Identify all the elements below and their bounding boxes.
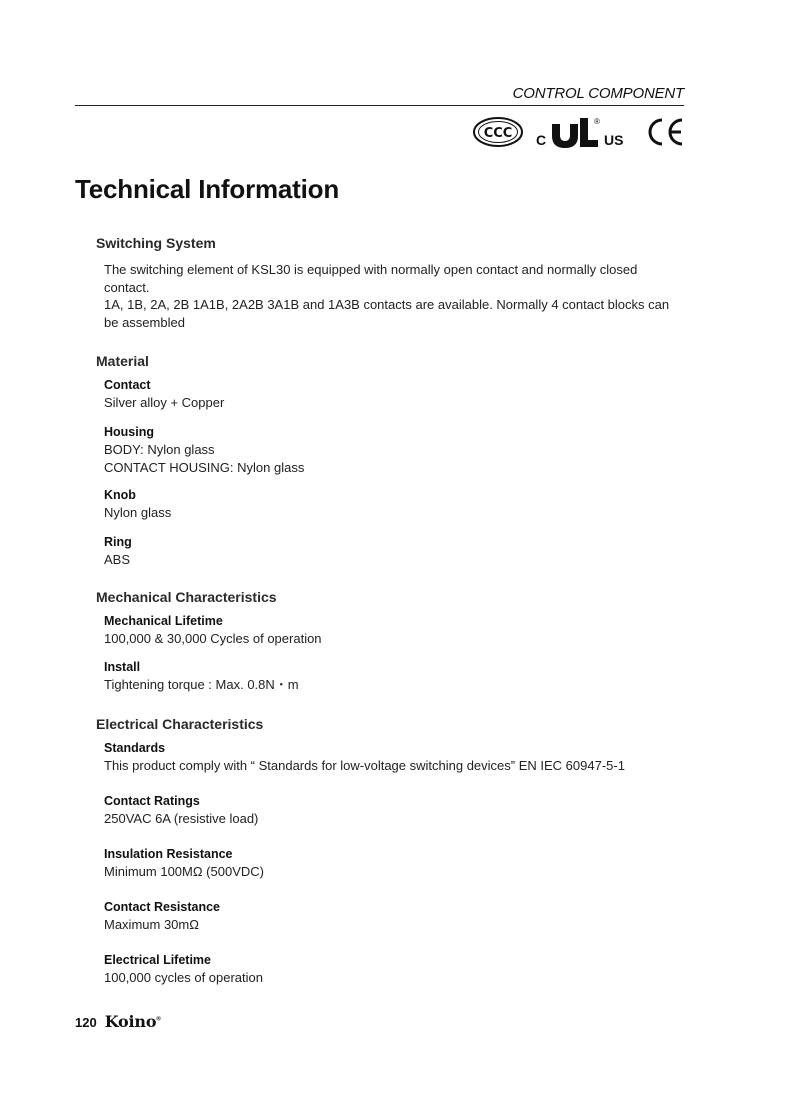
material-knob [104, 487, 686, 522]
sub-title: Standards [104, 741, 166, 755]
sub-title: Insulation Resistance [104, 847, 233, 861]
sub-title: Contact [104, 378, 151, 392]
electrical-contact-ratings [104, 793, 686, 828]
sub-title: Contact Resistance [104, 900, 221, 914]
switching-paragraph [104, 261, 686, 331]
certification-marks [468, 112, 686, 152]
sub-line: This product comply with “ Standards for low-voltage switching devices” EN IEC 60947-5-1 [104, 758, 625, 773]
ccc-mark-icon [472, 116, 524, 148]
content [96, 233, 686, 987]
svg-text:CCC: CCC [483, 126, 513, 141]
section-material [96, 351, 686, 569]
material-ring [104, 534, 686, 569]
section-electrical [96, 714, 686, 987]
sub-line: Minimum 100MΩ (500VDC) [104, 864, 264, 879]
switching-paragraph-2: 1A, 1B, 2A, 2B 1A1B, 2A2B 3A1B and 1A3B contacts are available. Normally 4 contact blocks can be assembled [104, 297, 670, 330]
section-title: Electrical Characteristics [96, 716, 264, 732]
sub-title: Contact Ratings [104, 794, 200, 808]
sub-line: BODY: Nylon glass [104, 442, 215, 457]
sub-title: Ring [104, 535, 132, 549]
footer [75, 1012, 161, 1032]
section-switching-system [96, 233, 686, 331]
electrical-contact-resistance [104, 899, 686, 934]
section-title: Material [96, 353, 149, 369]
sub-line: 250VAC 6A (resistive load) [104, 811, 259, 826]
section-title: Mechanical Characteristics [96, 589, 277, 605]
svg-text:US: US [604, 132, 624, 148]
ul-mark-icon [534, 112, 638, 152]
sub-title: Mechanical Lifetime [104, 614, 223, 628]
sub-title: Housing [104, 425, 154, 439]
brand-logo [105, 1012, 161, 1031]
section-mechanical [96, 587, 686, 694]
sub-line: CONTACT HOUSING: Nylon glass [104, 460, 305, 475]
section-title: Switching System [96, 235, 216, 251]
svg-text:C: C [536, 132, 547, 148]
material-contact [104, 377, 686, 412]
ce-mark-icon [646, 116, 686, 148]
electrical-lifetime [104, 952, 686, 987]
header-category: CONTROL COMPONENT [512, 85, 684, 102]
switching-paragraph-1: The switching element of KSL30 is equipped with normally open contact and normally closed contact. [104, 262, 638, 295]
sub-line: ABS [104, 552, 131, 567]
sub-line: Nylon glass [104, 505, 172, 520]
page-title: Technical Information [75, 174, 340, 204]
svg-text:®: ® [594, 117, 600, 126]
brand-registered-mark: ® [156, 1016, 161, 1023]
electrical-insulation-resistance [104, 846, 686, 881]
sub-title: Install [104, 660, 141, 674]
material-housing [104, 424, 686, 477]
sub-line: 100,000 & 30,000 Cycles of operation [104, 631, 322, 646]
mechanical-lifetime [104, 613, 686, 648]
sub-line: Maximum 30mΩ [104, 917, 199, 932]
electrical-standards [104, 740, 686, 775]
sub-line: 100,000 cycles of operation [104, 970, 263, 985]
sub-line: Tightening torque : Max. 0.8N・m [104, 677, 299, 692]
sub-line: Silver alloy + Copper [104, 395, 225, 410]
sub-title: Electrical Lifetime [104, 953, 211, 967]
page-number: 120 [75, 1015, 97, 1030]
header-rule [75, 105, 684, 106]
brand-name: Koino [104, 1012, 157, 1031]
sub-title: Knob [104, 488, 136, 502]
mechanical-install [104, 659, 686, 694]
